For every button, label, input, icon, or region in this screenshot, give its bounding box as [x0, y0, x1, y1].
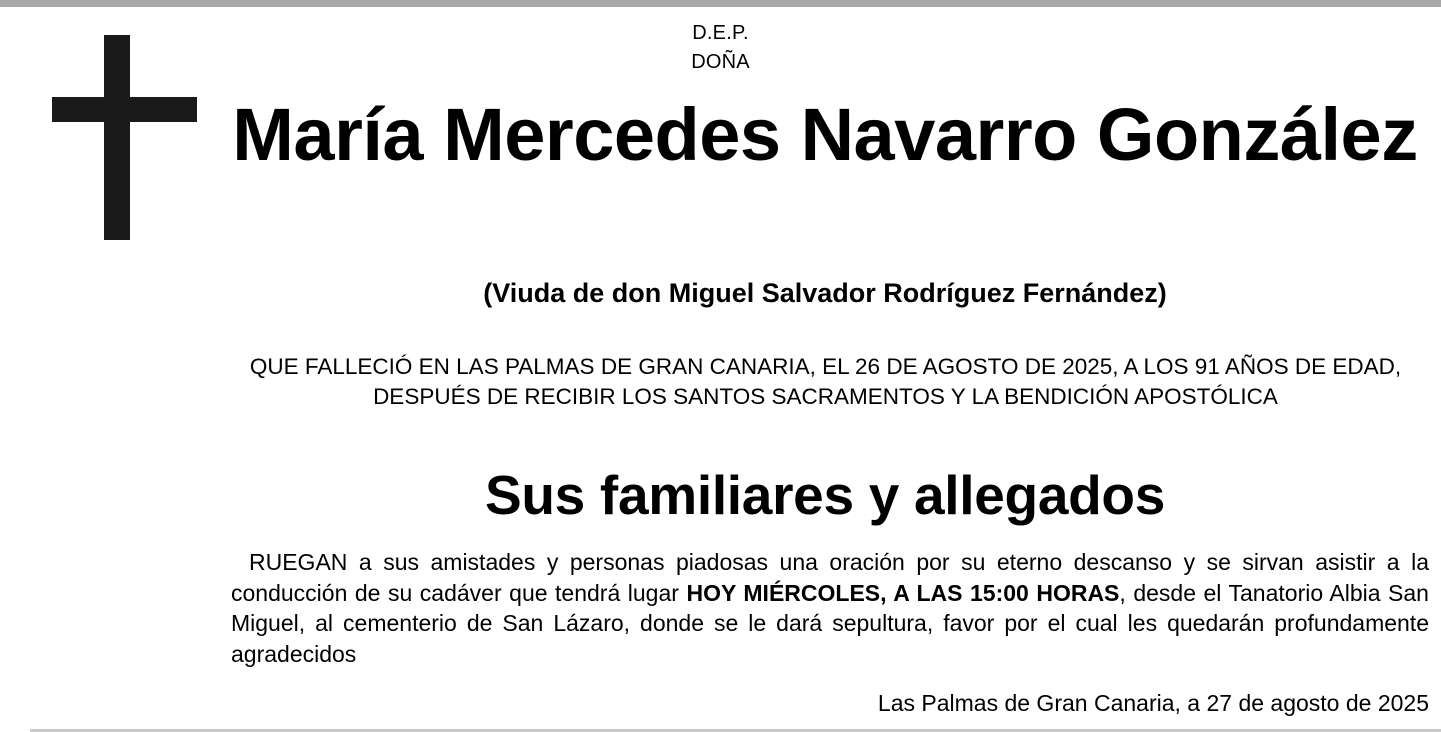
request-text-part2: , desde el Tanatorio Albia San Miguel, al cementerio de San Lázaro, donde se le dará sepultura, favor por el cual les quedarán profundamente agradecidos: [231, 579, 1429, 667]
place-date: Las Palmas de Gran Canaria, a 27 de agosto de 2025: [877, 690, 1429, 716]
family-line: Sus familiares y allegados: [484, 464, 1166, 526]
dep-abbrev: D.E.P.: [692, 22, 749, 44]
request-paragraph: [231, 547, 1429, 669]
widow-line: (Viuda de don Miguel Salvador Rodríguez Fernández): [483, 278, 1167, 308]
request-text-part1: RUEGAN a sus amistades y personas piadosas una oración por su eterno descanso y se sirvan asistir a la conducción de su cadáver que tendrá lugar: [231, 549, 1429, 606]
top-divider: [0, 0, 1441, 7]
death-info: QUE FALLECIÓ EN LAS PALMAS DE GRAN CANARIA, EL 26 DE AGOSTO DE 2025, A LOS 91 AÑOS DE EDAD, DESPUÉS DE RECIBIR LOS SANTOS SACRAMENTOS Y LA BENDICIÓN APOSTÓLICA: [249, 354, 1402, 410]
dep-block: [0, 19, 1441, 77]
deceased-name: María Mercedes Navarro González: [232, 93, 1418, 176]
request-highlight: HOY MIÉRCOLES, A LAS 15:00 HORAS: [686, 579, 1120, 606]
cross-horizontal-bar: [52, 97, 197, 122]
obituary-content: [0, 7, 1441, 732]
honorific: DOÑA: [691, 51, 750, 73]
